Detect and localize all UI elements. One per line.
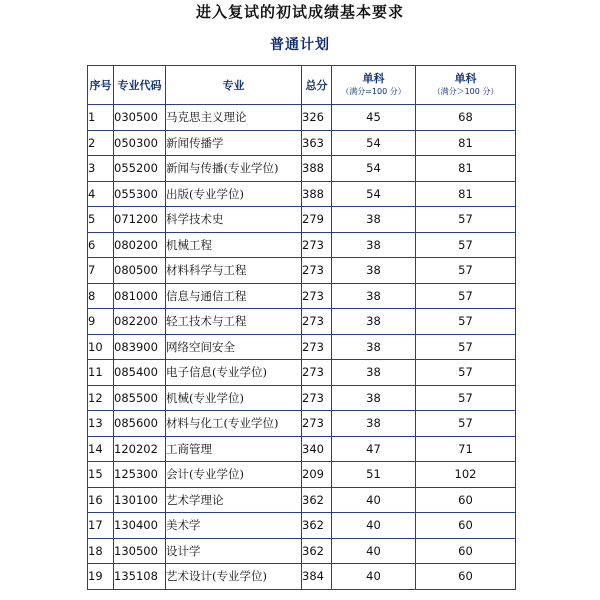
score-requirements-table: [87, 65, 516, 590]
header-code-label: 专业代码: [117, 78, 162, 92]
cell-single-100: 38: [332, 207, 416, 233]
cell-name: 艺术学理论: [166, 487, 302, 513]
cell-code: 081000: [114, 283, 166, 309]
cell-name: 材料科学与工程: [166, 258, 302, 284]
cell-no: 17: [88, 513, 114, 539]
cell-no: 4: [88, 181, 114, 207]
table-row: [88, 283, 516, 309]
cell-no: 10: [88, 334, 114, 360]
cell-single-100: 40: [332, 538, 416, 564]
table-row: [88, 564, 516, 590]
cell-single-over-100: 68: [416, 105, 516, 131]
cell-code: 080500: [114, 258, 166, 284]
table-row: [88, 258, 516, 284]
cell-single-over-100: 71: [416, 436, 516, 462]
cell-total: 363: [302, 130, 332, 156]
cell-code: 082200: [114, 309, 166, 335]
cell-no: 1: [88, 105, 114, 131]
cell-name: 新闻传播学: [166, 130, 302, 156]
header-single-over-100: [416, 66, 516, 105]
cell-total: 279: [302, 207, 332, 233]
cell-name: 信息与通信工程: [166, 283, 302, 309]
cell-single-100: 51: [332, 462, 416, 488]
cell-total: 388: [302, 181, 332, 207]
cell-single-100: 40: [332, 487, 416, 513]
cell-code: 083900: [114, 334, 166, 360]
cell-name: 出版(专业学位): [166, 181, 302, 207]
cell-code: 135108: [114, 564, 166, 590]
cell-name: 艺术设计(专业学位): [166, 564, 302, 590]
cell-single-over-100: 57: [416, 283, 516, 309]
cell-single-100: 38: [332, 232, 416, 258]
cell-total: 326: [302, 105, 332, 131]
cell-single-over-100: 102: [416, 462, 516, 488]
cell-code: 071200: [114, 207, 166, 233]
cell-single-100: 38: [332, 309, 416, 335]
cell-single-over-100: 81: [416, 156, 516, 182]
header-total-label: 总分: [305, 78, 328, 92]
cell-no: 9: [88, 309, 114, 335]
cell-single-over-100: 60: [416, 487, 516, 513]
header-no-label: 序号: [89, 78, 112, 92]
cell-single-over-100: 81: [416, 181, 516, 207]
cell-single-over-100: 60: [416, 513, 516, 539]
cell-name: 材料与化工(专业学位): [166, 411, 302, 437]
cell-code: 130500: [114, 538, 166, 564]
table-row: [88, 436, 516, 462]
cell-single-over-100: 57: [416, 207, 516, 233]
cell-name: 机械(专业学位): [166, 385, 302, 411]
cell-name: 工商管理: [166, 436, 302, 462]
cell-total: 384: [302, 564, 332, 590]
cell-code: 120202: [114, 436, 166, 462]
cell-single-100: 45: [332, 105, 416, 131]
cell-single-over-100: 57: [416, 309, 516, 335]
cell-total: 273: [302, 411, 332, 437]
cell-single-over-100: 57: [416, 334, 516, 360]
cell-single-over-100: 57: [416, 360, 516, 386]
cell-code: 050300: [114, 130, 166, 156]
cell-no: 18: [88, 538, 114, 564]
cell-code: 055300: [114, 181, 166, 207]
cell-no: 7: [88, 258, 114, 284]
cell-total: 273: [302, 309, 332, 335]
cell-total: 273: [302, 360, 332, 386]
cell-no: 15: [88, 462, 114, 488]
cell-total: 388: [302, 156, 332, 182]
cell-total: 362: [302, 538, 332, 564]
header-single-100-label: 单科: [362, 72, 385, 85]
cell-single-over-100: 57: [416, 258, 516, 284]
table-row: [88, 181, 516, 207]
table-row: [88, 462, 516, 488]
cell-single-over-100: 81: [416, 130, 516, 156]
cell-code: 080200: [114, 232, 166, 258]
document-subtitle: 普通计划: [270, 37, 330, 53]
table-row: [88, 207, 516, 233]
cell-name: 美术学: [166, 513, 302, 539]
cell-code: 085500: [114, 385, 166, 411]
cell-single-100: 54: [332, 181, 416, 207]
header-name-label: 专业: [222, 78, 245, 92]
table-row: [88, 538, 516, 564]
cell-single-over-100: 57: [416, 411, 516, 437]
header-single-100: [332, 66, 416, 105]
header-single-over-100-note: （满分＞100 分）: [432, 87, 499, 96]
cell-total: 273: [302, 334, 332, 360]
cell-code: 055200: [114, 156, 166, 182]
cell-name: 设计学: [166, 538, 302, 564]
cell-single-100: 38: [332, 334, 416, 360]
cell-single-over-100: 57: [416, 232, 516, 258]
cell-name: 科学技术史: [166, 207, 302, 233]
header-single-100-note: （满分=100 分）: [341, 87, 406, 96]
cell-single-100: 38: [332, 360, 416, 386]
cell-code: 085400: [114, 360, 166, 386]
cell-name: 电子信息(专业学位): [166, 360, 302, 386]
cell-total: 273: [302, 232, 332, 258]
cell-total: 273: [302, 258, 332, 284]
cell-single-over-100: 60: [416, 538, 516, 564]
cell-code: 130100: [114, 487, 166, 513]
cell-single-100: 38: [332, 283, 416, 309]
cell-no: 14: [88, 436, 114, 462]
cell-total: 273: [302, 283, 332, 309]
cell-no: 2: [88, 130, 114, 156]
header-name: [166, 66, 302, 105]
cell-no: 8: [88, 283, 114, 309]
table-row: [88, 232, 516, 258]
cell-no: 11: [88, 360, 114, 386]
cell-single-100: 54: [332, 156, 416, 182]
table-row: [88, 130, 516, 156]
table-row: [88, 411, 516, 437]
cell-single-over-100: 57: [416, 385, 516, 411]
cell-no: 6: [88, 232, 114, 258]
cell-single-100: 38: [332, 411, 416, 437]
cell-name: 新闻与传播(专业学位): [166, 156, 302, 182]
table-row: [88, 105, 516, 131]
table-header-row: [88, 66, 516, 105]
cell-single-100: 40: [332, 564, 416, 590]
cell-total: 362: [302, 513, 332, 539]
table-row: [88, 156, 516, 182]
cell-no: 16: [88, 487, 114, 513]
header-code: [114, 66, 166, 105]
cell-single-over-100: 60: [416, 564, 516, 590]
table-row: [88, 360, 516, 386]
cell-single-100: 54: [332, 130, 416, 156]
document-title: 进入复试的初试成绩基本要求: [195, 3, 404, 21]
cell-total: 273: [302, 385, 332, 411]
cell-total: 209: [302, 462, 332, 488]
table-row: [88, 309, 516, 335]
cell-no: 5: [88, 207, 114, 233]
table-row: [88, 487, 516, 513]
header-no: [88, 66, 114, 105]
cell-single-100: 38: [332, 258, 416, 284]
cell-no: 19: [88, 564, 114, 590]
cell-total: 362: [302, 487, 332, 513]
cell-name: 轻工技术与工程: [166, 309, 302, 335]
cell-code: 130400: [114, 513, 166, 539]
cell-total: 340: [302, 436, 332, 462]
table-row: [88, 385, 516, 411]
cell-single-100: 47: [332, 436, 416, 462]
table-row: [88, 334, 516, 360]
cell-single-100: 38: [332, 385, 416, 411]
header-total: [302, 66, 332, 105]
cell-no: 3: [88, 156, 114, 182]
cell-name: 马克思主义理论: [166, 105, 302, 131]
cell-no: 13: [88, 411, 114, 437]
cell-code: 030500: [114, 105, 166, 131]
cell-no: 12: [88, 385, 114, 411]
table-row: [88, 513, 516, 539]
cell-single-100: 40: [332, 513, 416, 539]
header-single-over-100-label: 单科: [454, 72, 477, 85]
cell-name: 会计(专业学位): [166, 462, 302, 488]
cell-name: 网络空间安全: [166, 334, 302, 360]
cell-code: 125300: [114, 462, 166, 488]
cell-code: 085600: [114, 411, 166, 437]
cell-name: 机械工程: [166, 232, 302, 258]
